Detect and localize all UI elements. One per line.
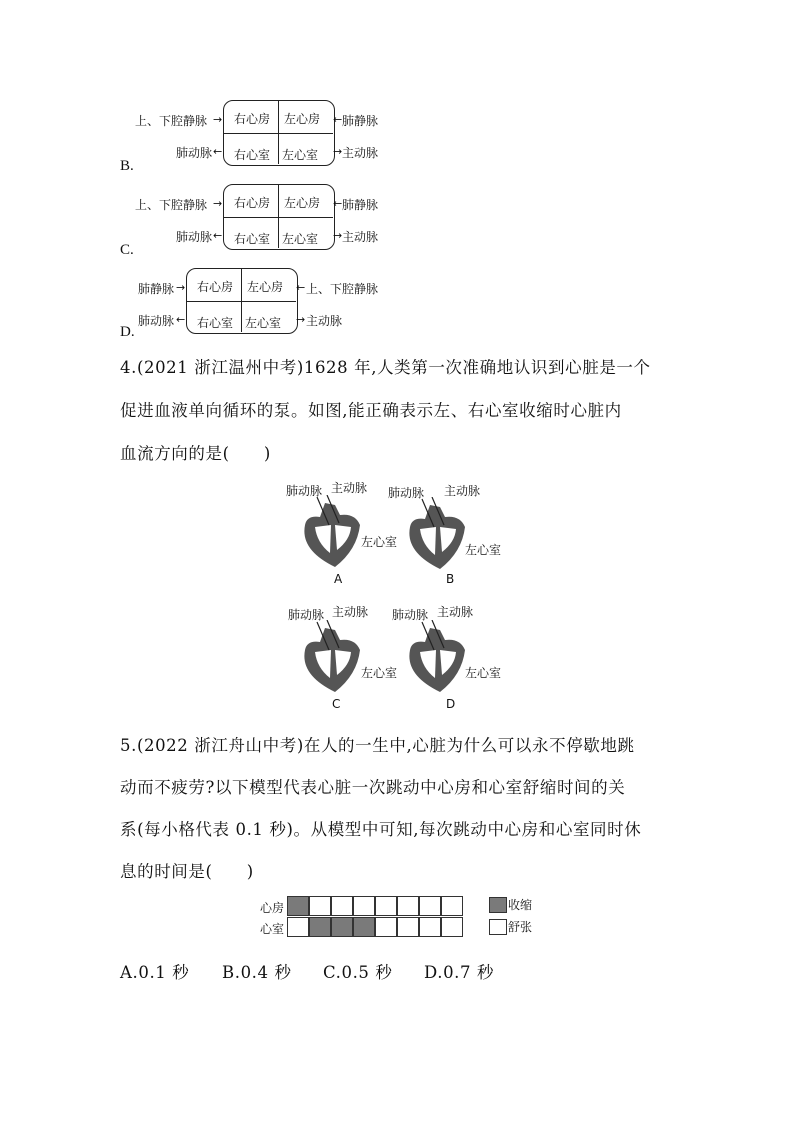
aorta-label: 主动脉 — [331, 481, 368, 495]
legend-relax-label: 舒张 — [508, 920, 533, 934]
choice-c[interactable]: C.0.5 秒 — [323, 963, 393, 982]
option-letter: B. — [120, 158, 134, 174]
question-text-line: 5.(2022 浙江舟山中考)在人的一生中,心脏为什么可以永不停歇地跳 — [120, 736, 635, 755]
option-letter: C. — [120, 242, 134, 258]
legend-relax-swatch — [489, 919, 507, 935]
left-vessel-label: 上、下腔静脉 — [135, 114, 208, 128]
arrow-right-icon: → — [213, 113, 223, 126]
figure-letter: A — [334, 572, 343, 586]
right-atrium-label: 右心房 — [234, 196, 271, 210]
arrow-left-icon: ← — [213, 145, 223, 158]
bottom-left-vessel-label: 肺动脉 — [176, 230, 213, 244]
question-text-line: 系(每小格代表 0.1 秒)。从模型中可知,每次跳动中心房和心室同时休 — [120, 820, 642, 839]
right-ventricle-label: 右心室 — [234, 232, 271, 246]
pulmonary-artery-label: 肺动脉 — [392, 608, 429, 622]
arrow-left-icon: ← — [333, 113, 343, 126]
relax-cell — [397, 917, 419, 937]
pulmonary-artery-label: 肺动脉 — [388, 486, 425, 500]
septum-line — [278, 184, 279, 248]
question-text-line: 息的时间是( ) — [120, 862, 254, 881]
question-text-line: 血流方向的是( ) — [120, 444, 271, 463]
left-vessel-label: 肺静脉 — [138, 282, 175, 296]
left-ventricle-label: 左心室 — [245, 316, 282, 330]
relax-cell — [309, 896, 331, 916]
arrow-left-icon: ← — [176, 313, 186, 326]
question-text-line: 动而不疲劳?以下模型代表心脏一次跳动中心房和心室舒缩时间的关 — [120, 778, 626, 797]
heart-illustration — [400, 620, 475, 695]
question-text-line: 促进血液单向循环的泵。如图,能正确表示左、右心室收缩时心脏内 — [120, 401, 622, 420]
right-vessel-label: 肺静脉 — [342, 198, 379, 212]
right-vessel-label: 肺静脉 — [342, 114, 379, 128]
question-text-line: 4.(2021 浙江温州中考)1628 年,人类第一次准确地认识到心脏是一个 — [120, 358, 651, 377]
relax-cell — [353, 896, 375, 916]
arrow-left-icon: ← — [333, 197, 343, 210]
relax-cell — [397, 896, 419, 916]
heart-illustration — [295, 620, 370, 695]
contract-cell — [331, 917, 353, 937]
aorta-label: 主动脉 — [332, 605, 369, 619]
aorta-label: 主动脉 — [437, 605, 474, 619]
relax-cell — [375, 917, 397, 937]
valve-line — [186, 301, 296, 302]
arrow-right-icon: → — [176, 281, 186, 294]
bottom-right-vessel-label: 主动脉 — [342, 230, 379, 244]
right-ventricle-label: 右心室 — [234, 148, 271, 162]
right-vessel-label: 上、下腔静脉 — [306, 282, 379, 296]
contract-cell — [353, 917, 375, 937]
figure-letter: C — [332, 697, 341, 711]
pulmonary-artery-label: 肺动脉 — [288, 608, 325, 622]
arrow-right-icon: → — [333, 145, 343, 158]
legend-contract-swatch — [489, 897, 507, 913]
figure-letter: D — [446, 697, 456, 711]
heart-illustration — [295, 495, 370, 570]
ventricle-row-label: 心室 — [260, 922, 285, 936]
arrow-left-icon: ← — [213, 229, 223, 242]
choice-b[interactable]: B.0.4 秒 — [222, 963, 292, 982]
valve-line — [223, 217, 333, 218]
left-ventricle-label: 左心室 — [361, 535, 398, 549]
left-vessel-label: 上、下腔静脉 — [135, 198, 208, 212]
contract-cell — [287, 896, 309, 916]
heart-illustration — [400, 497, 475, 572]
septum-line — [241, 268, 242, 332]
left-ventricle-label: 左心室 — [361, 666, 398, 680]
bottom-right-vessel-label: 主动脉 — [342, 146, 379, 160]
figure-letter: B — [446, 572, 455, 586]
left-atrium-label: 左心房 — [284, 196, 321, 210]
right-ventricle-label: 右心室 — [197, 316, 234, 330]
relax-cell — [375, 896, 397, 916]
relax-cell — [331, 896, 353, 916]
legend-contract-label: 收缩 — [508, 898, 533, 912]
valve-line — [223, 133, 333, 134]
option-letter: D. — [120, 324, 135, 340]
choice-a[interactable]: A.0.1 秒 — [120, 963, 190, 982]
right-atrium-label: 右心房 — [234, 112, 271, 126]
bottom-left-vessel-label: 肺动脉 — [176, 146, 213, 160]
relax-cell — [441, 917, 463, 937]
left-ventricle-label: 左心室 — [282, 148, 319, 162]
left-ventricle-label: 左心室 — [465, 543, 502, 557]
left-ventricle-label: 左心室 — [282, 232, 319, 246]
pulmonary-artery-label: 肺动脉 — [286, 484, 323, 498]
left-atrium-label: 左心房 — [284, 112, 321, 126]
left-atrium-label: 左心房 — [247, 280, 284, 294]
bottom-left-vessel-label: 肺动脉 — [138, 314, 175, 328]
arrow-right-icon: → — [333, 229, 343, 242]
septum-line — [278, 100, 279, 164]
choice-d[interactable]: D.0.7 秒 — [424, 963, 495, 982]
arrow-right-icon: → — [296, 313, 306, 326]
left-ventricle-label: 左心室 — [465, 666, 502, 680]
contract-cell — [309, 917, 331, 937]
right-atrium-label: 右心房 — [197, 280, 234, 294]
aorta-label: 主动脉 — [444, 484, 481, 498]
bottom-right-vessel-label: 主动脉 — [306, 314, 343, 328]
arrow-right-icon: → — [213, 197, 223, 210]
relax-cell — [287, 917, 309, 937]
relax-cell — [419, 896, 441, 916]
relax-cell — [419, 917, 441, 937]
arrow-left-icon: ← — [296, 281, 306, 294]
atrium-row-label: 心房 — [260, 901, 285, 915]
relax-cell — [441, 896, 463, 916]
